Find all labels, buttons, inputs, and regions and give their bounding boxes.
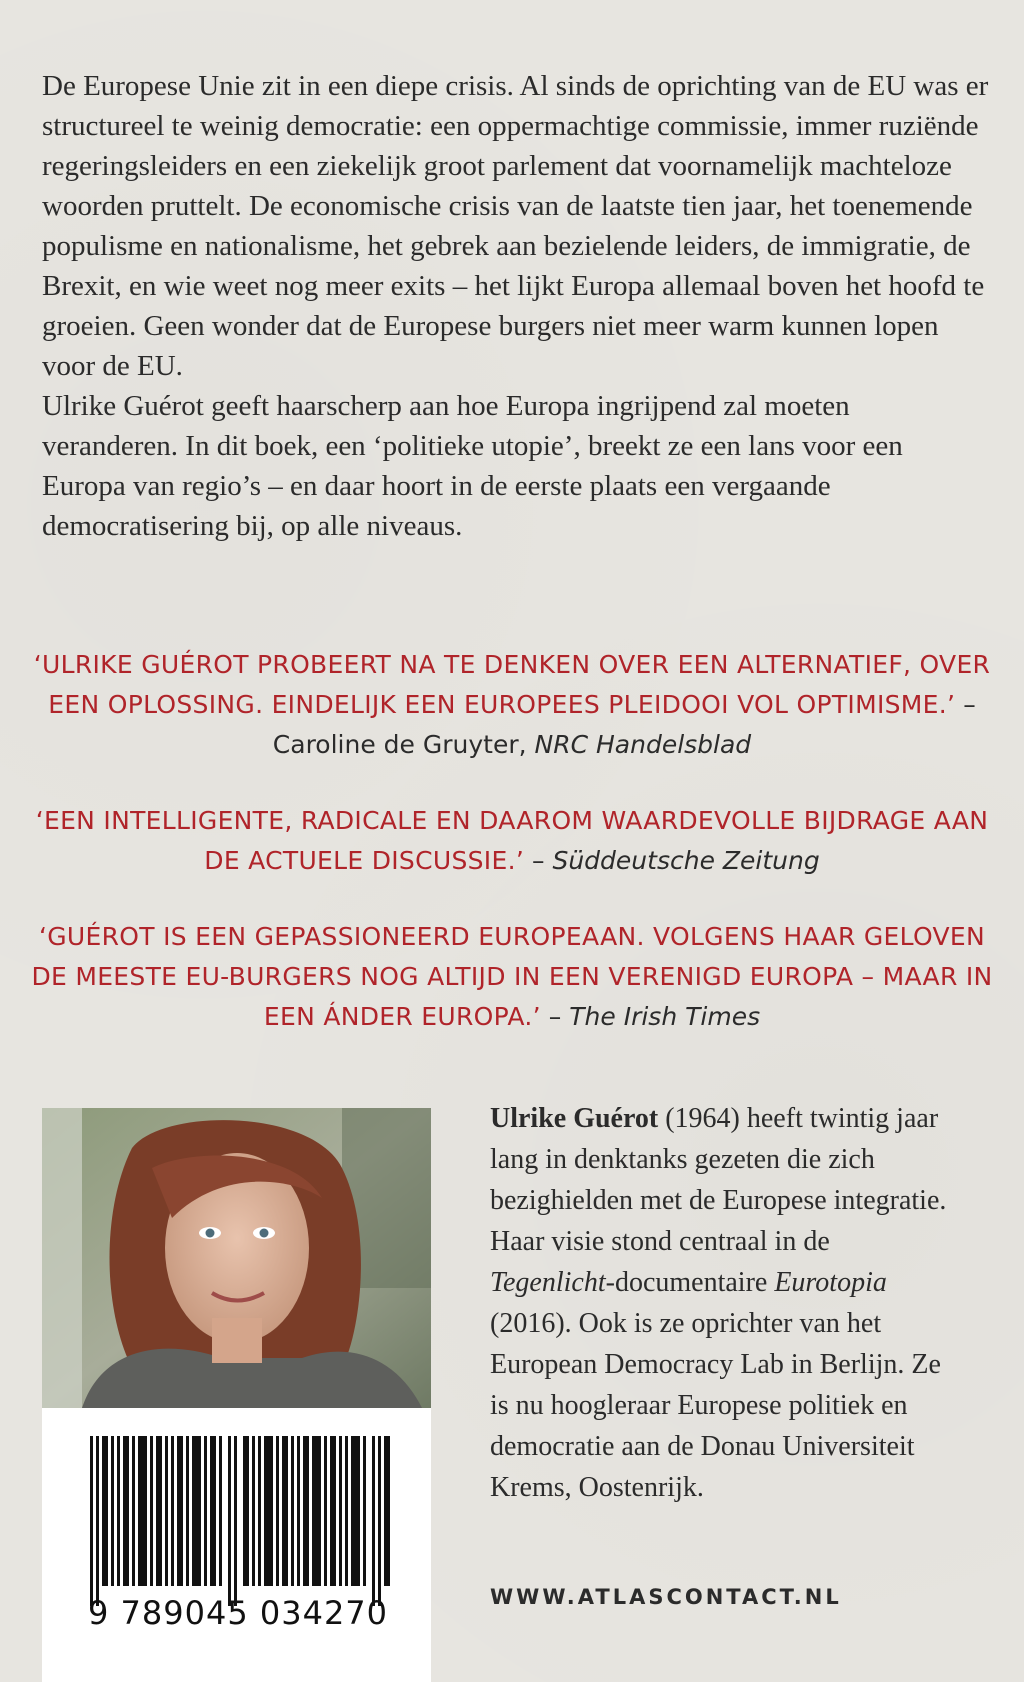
bio-text-2: -documentaire — [605, 1267, 775, 1298]
author-photo — [42, 1108, 431, 1408]
quote-text: ‘EEN INTELLIGENTE, RADICALE EN DAAROM WAARDEVOLLE BIJDRAGE AAN DE ACTUELE DISCUSSIE.’ — [35, 806, 989, 875]
author-portrait-image — [42, 1108, 431, 1408]
review-quotes — [20, 645, 1004, 1073]
isbn-number: 9 789045 034270 — [88, 1594, 389, 1632]
review-quote — [20, 801, 1004, 881]
quote-author: – — [524, 846, 553, 875]
blurb-text — [42, 66, 992, 546]
quote-publication: The Irish Times — [569, 1002, 761, 1031]
quote-author: – — [540, 1002, 570, 1031]
quote-author: – Caroline de Gruyter, — [272, 690, 976, 759]
quote-publication: NRC Handelsblad — [534, 730, 752, 759]
review-quote — [20, 917, 1004, 1037]
review-quote — [20, 645, 1004, 765]
bio-italic-1: Tegenlicht — [490, 1267, 606, 1298]
author-bio — [490, 1098, 960, 1508]
publisher-url: WWW.ATLASCONTACT.NL — [490, 1585, 842, 1609]
blurb-paragraph-1: De Europese Unie zit in een diepe crisis. Al sinds de oprichting van de EU was er structureel te weinig democratie: een oppermachtige commissie, immer ruziënde regeringsleiders en een ziekelijk groot parlement dat voornamelijk machteloze woorden pruttelt. De economische crisis van de laatste tien jaar, het toenemende populisme en nationalisme, het gebrek aan bezielende leiders, de immigratie, de Brexit, en wie weet nog meer exits – het lijkt Europa allemaal boven het hoofd te groeien. Geen wonder dat de Europese burgers niet meer warm kunnen lopen voor de EU. — [42, 70, 989, 382]
barcode-area — [42, 1408, 431, 1682]
bio-italic-2: Eurotopia — [774, 1267, 887, 1298]
bio-text-3: (2016). Ook is ze oprichter van het European Democracy Lab in Berlijn. Ze is nu hoogleraar Europese politiek en democratie aan de Donau Universiteit Krems, Oostenrijk. — [490, 1308, 941, 1503]
quote-text: ‘GUÉROT IS EEN GEPASSIONEERD EUROPEAAN. VOLGENS HAAR GELOVEN DE MEESTE EU-BURGERS NOG ALTIJD IN EEN VERENIGD EUROPA – MAAR IN EEN ÁNDER EUROPA.’ — [31, 922, 993, 1031]
quote-publication: Süddeutsche Zeitung — [552, 846, 820, 875]
quote-text: ‘ULRIKE GUÉROT PROBEERT NA TE DENKEN OVER EEN ALTERNATIEF, OVER EEN OPLOSSING. EINDELIJK EEN EUROPEES PLEIDOOI VOL OPTIMISME.’ — [33, 650, 991, 719]
author-name: Ulrike Guérot — [490, 1103, 659, 1134]
bio-text-1: (1964) heeft twintig jaar lang in denktanks gezeten die zich bezighielden met de Europese integratie. Haar visie stond centraal in de — [490, 1103, 947, 1257]
barcode-icon — [90, 1436, 390, 1606]
blurb-paragraph-2: Ulrike Guérot geeft haarscherp aan hoe Europa ingrijpend zal moeten veranderen. In dit boek, een ‘politieke utopie’, breekt ze een lans voor een Europa van regio’s – en daar hoort in de eerste plaats een vergaande democratisering bij, op alle niveaus. — [42, 390, 903, 542]
